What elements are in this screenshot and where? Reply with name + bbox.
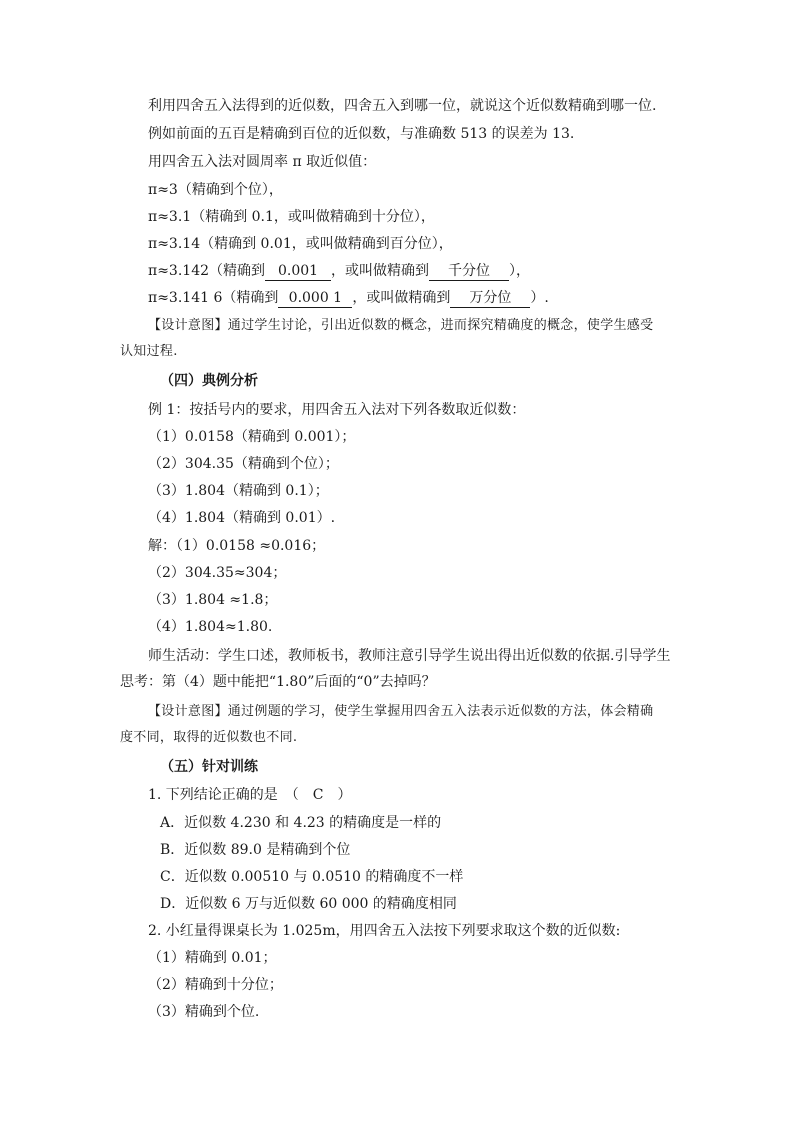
intro-line-2: 例如前面的五百是精确到百位的近似数，与准确数 513 的误差为 13. — [148, 126, 575, 142]
pi5-text-a: π≈3.141 6（精确到 — [148, 290, 279, 306]
pi4-blank-place: 千分位 — [429, 262, 509, 281]
solution-4: （4）1.804≈1.80. — [148, 619, 273, 635]
pi5-blank-precision: 0.000 1 — [278, 289, 352, 308]
pi4-blank-precision: 0.001 — [265, 262, 331, 281]
pi-approx-4 — [148, 261, 530, 281]
pi4-text-d: ）， — [509, 263, 531, 279]
section-5-heading: （五）针对训练 — [160, 759, 258, 775]
pi5-blank-place: 万分位 — [450, 289, 530, 308]
pi-approx-2: π≈3.1（精确到 0.1，或叫做精确到十分位）， — [148, 209, 435, 225]
solution-3: （3）1.804 ≈1.8； — [148, 592, 278, 608]
activity-line-2: 思考：第（4）题中能把“1.80”后面的“0”去掉吗？ — [120, 674, 436, 690]
practice-question-2: 2. 小红量得课桌长为 1.025m，用四舍五入法按下列要求取这个数的近似数: — [148, 923, 621, 939]
option-d: D．近似数 6 万与近似数 60 000 的精确度相同 — [160, 896, 457, 912]
option-b: B．近似数 89.0 是精确到个位 — [160, 842, 351, 858]
design-intent-2-line-2: 度不同，取得的近似数也不同. — [120, 730, 298, 745]
example-1-q1: （1）0.0158（精确到 0.001）； — [148, 429, 356, 445]
section-4-heading: （四）典例分析 — [160, 373, 258, 389]
design-intent-2-line-1: 【设计意图】通过例题的学习，使学生掌握用四舍五入法表示近似数的方法，体会精确 — [148, 704, 654, 719]
intro-line-3: 用四舍五入法对圆周率 π 取近似值： — [148, 154, 377, 170]
design-intent-1-line-1: 【设计意图】通过学生讨论，引出近似数的概念，进而探究精确度的概念，使学生感受 — [148, 318, 654, 333]
intro-line-1: 利用四舍五入法得到的近似数，四舍五入到哪一位，就说这个近似数精确到哪一位. — [148, 98, 657, 114]
design-intent-1-line-2: 认知过程. — [120, 344, 178, 359]
solution-2: （2）304.35≈304； — [148, 565, 287, 581]
practice-q2-part-3: （3）精确到个位. — [148, 1004, 260, 1020]
pi5-text-c: ，或叫做精确到 — [352, 290, 451, 306]
practice-question-1: 1. 下列结论正确的是 （ C ） — [148, 787, 352, 803]
solution-1: 解：（1）0.0158 ≈0.016； — [148, 538, 326, 554]
option-a: A．近似数 4.230 和 4.23 的精确度是一样的 — [160, 815, 442, 831]
pi-approx-5 — [148, 288, 549, 308]
pi-approx-1: π≈3（精确到个位）， — [148, 182, 283, 198]
practice-q2-part-2: （2）精确到十分位； — [148, 977, 283, 993]
option-c: C．近似数 0.00510 与 0.0510 的精确度不一样 — [160, 869, 464, 885]
activity-line-1: 师生活动：学生口述，教师板书，教师注意引导学生说出得出近似数的依据.引导学生 — [148, 648, 671, 664]
example-1-q3: （3）1.804（精确到 0.1）； — [148, 483, 329, 499]
example-1-prompt: 例 1：按括号内的要求，用四舍五入法对下列各数取近似数： — [148, 402, 526, 418]
example-1-q2: （2）304.35（精确到个位）； — [148, 456, 339, 472]
pi5-text-d: ）. — [530, 290, 549, 306]
practice-q2-part-1: （1）精确到 0.01； — [148, 950, 277, 966]
example-1-q4: （4）1.804（精确到 0.01）. — [148, 510, 336, 526]
pi-approx-3: π≈3.14（精确到 0.01，或叫做精确到百分位）， — [148, 236, 453, 252]
pi4-text-c: ，或叫做精确到 — [331, 263, 430, 279]
pi4-text-a: π≈3.142（精确到 — [148, 263, 266, 279]
